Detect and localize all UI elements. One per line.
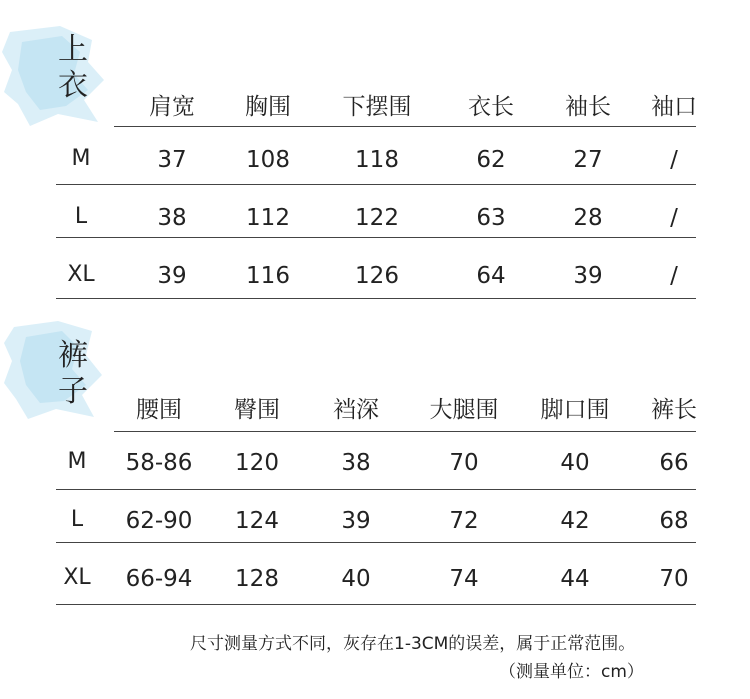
column-header: 胸围 <box>245 94 291 120</box>
table-cell: 63 <box>476 205 506 231</box>
table-cell: / <box>670 263 678 289</box>
column-header: 臀围 <box>234 397 280 423</box>
column-header: 下摆围 <box>342 94 412 120</box>
table-cell: 58-86 <box>125 450 193 476</box>
row-rule <box>56 604 696 605</box>
size-label: XL <box>67 262 95 287</box>
table-cell: 74 <box>449 566 479 592</box>
pants-title-char: 裤 <box>58 338 88 373</box>
table-cell: 44 <box>560 566 590 592</box>
pants-title-char: 子 <box>58 374 88 409</box>
table-cell: 70 <box>659 566 689 592</box>
size-label: L <box>70 507 84 532</box>
row-rule <box>56 489 696 490</box>
tops-title-char: 上 <box>58 32 88 67</box>
table-cell: 62-90 <box>125 508 193 534</box>
table-cell: 40 <box>560 450 590 476</box>
table-cell: 126 <box>355 263 399 289</box>
size-label: M <box>71 146 91 171</box>
header-rule <box>114 431 696 432</box>
column-header: 大腿围 <box>429 397 499 423</box>
table-cell: 122 <box>355 205 399 231</box>
pants-title <box>56 338 90 410</box>
column-header: 腰围 <box>136 397 182 423</box>
column-header: 袖口 <box>651 94 697 120</box>
table-cell: 42 <box>560 508 590 534</box>
tops-title-char: 衣 <box>58 68 88 103</box>
column-header: 脚口围 <box>540 397 610 423</box>
column-header: 袖长 <box>565 94 611 120</box>
table-cell: 66 <box>659 450 689 476</box>
column-header: 裆深 <box>333 397 379 423</box>
table-cell: 118 <box>355 147 399 173</box>
table-cell: 27 <box>573 147 603 173</box>
table-cell: 28 <box>573 205 603 231</box>
table-cell: 116 <box>246 263 290 289</box>
table-cell: / <box>670 205 678 231</box>
table-cell: 39 <box>157 263 187 289</box>
table-cell: 70 <box>449 450 479 476</box>
table-cell: / <box>670 147 678 173</box>
column-header: 肩宽 <box>149 94 195 120</box>
column-header: 衣长 <box>468 94 514 120</box>
table-cell: 66-94 <box>125 566 193 592</box>
table-cell: 124 <box>235 508 279 534</box>
measurement-note: 尺寸测量方式不同，灰存在1-3CM的误差，属于正常范围。 <box>190 634 636 654</box>
table-cell: 68 <box>659 508 689 534</box>
column-header: 裤长 <box>651 397 697 423</box>
table-cell: 108 <box>246 147 290 173</box>
table-cell: 38 <box>157 205 187 231</box>
size-label: M <box>67 449 87 474</box>
measurement-unit-note: （测量单位：cm） <box>499 662 644 682</box>
table-cell: 39 <box>573 263 603 289</box>
table-cell: 112 <box>246 205 290 231</box>
table-cell: 64 <box>476 263 506 289</box>
size-label: L <box>74 204 88 229</box>
table-cell: 72 <box>449 508 479 534</box>
row-rule <box>56 542 696 543</box>
table-cell: 37 <box>157 147 187 173</box>
table-cell: 128 <box>235 566 279 592</box>
table-cell: 40 <box>341 566 371 592</box>
size-label: XL <box>63 565 91 590</box>
table-cell: 62 <box>476 147 506 173</box>
table-cell: 39 <box>341 508 371 534</box>
table-cell: 120 <box>235 450 279 476</box>
table-cell: 38 <box>341 450 371 476</box>
